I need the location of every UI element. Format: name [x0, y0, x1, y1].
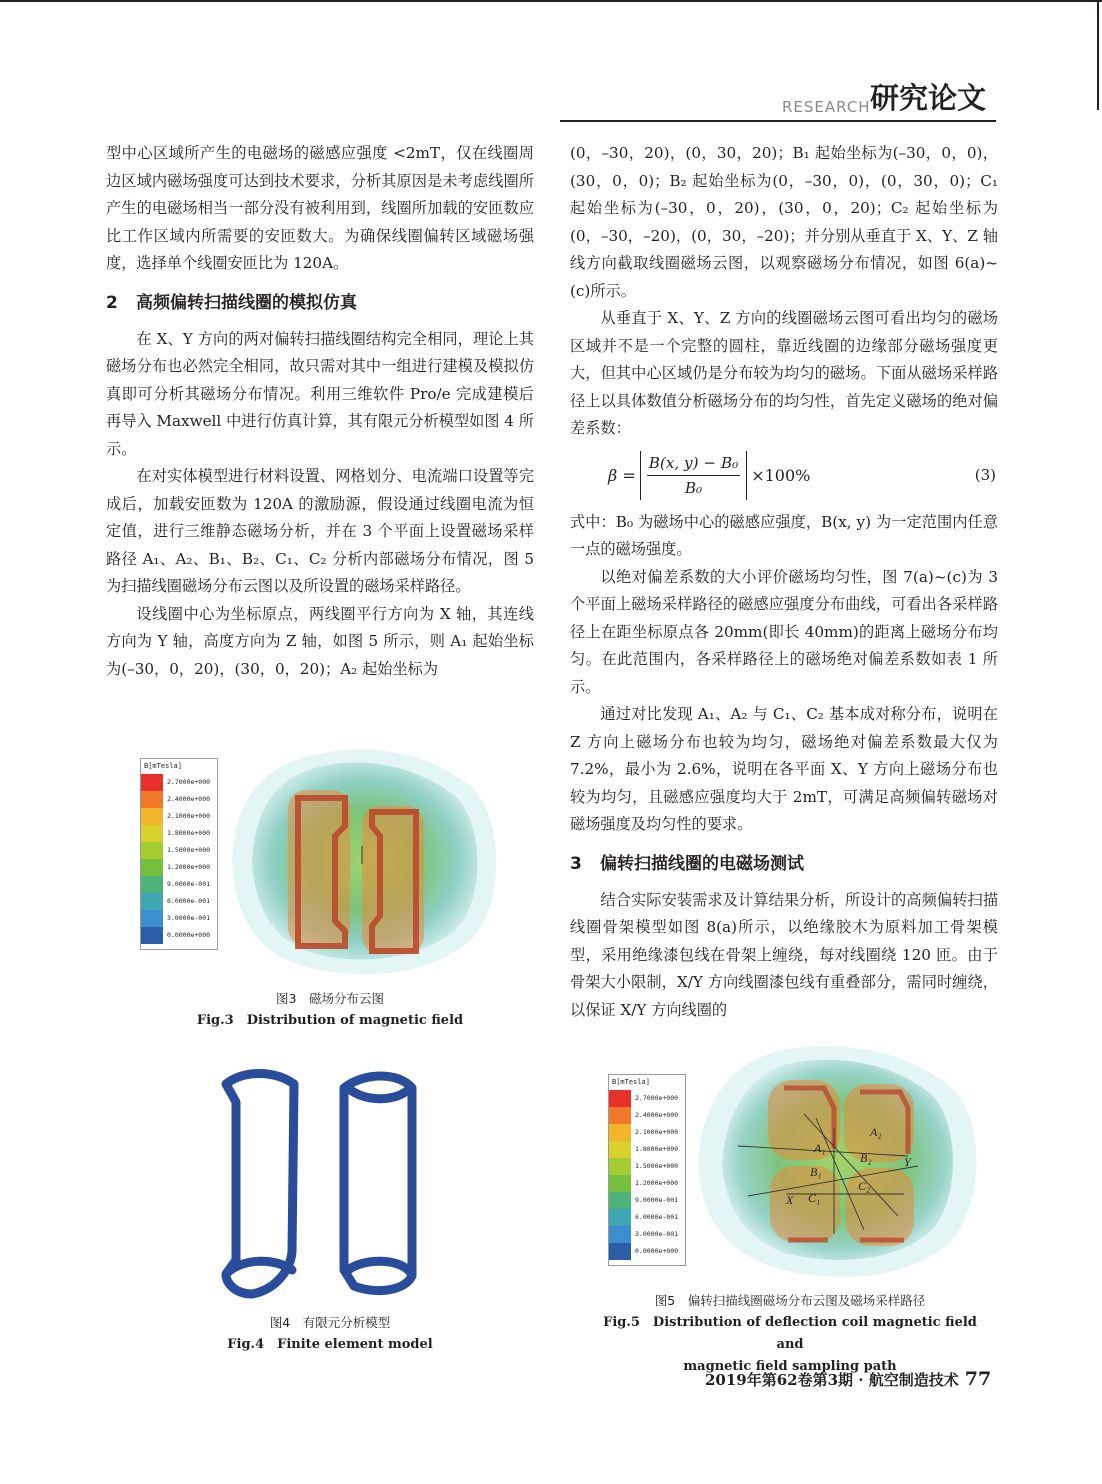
left-column: [106, 140, 534, 683]
legend-value: 2.1000e+000: [167, 812, 211, 820]
equation-3: [570, 447, 998, 505]
legend-row: [609, 1226, 685, 1243]
legend-value: 3.0000e-001: [635, 1230, 679, 1238]
caption-zh: 图3 磁场分布云图: [276, 991, 384, 1006]
legend-row: [609, 1175, 685, 1192]
legend-title: B[mTesla]: [612, 1078, 650, 1086]
legend-swatch: [141, 859, 163, 876]
legend-title: B[mTesla]: [144, 762, 182, 770]
equation-abs-fraction: [640, 451, 747, 500]
legend-row: [141, 842, 217, 859]
legend-swatch: [141, 825, 163, 842]
label-Y: Y: [904, 1155, 911, 1169]
legend-value: 6.0000e-001: [167, 897, 211, 905]
legend-row: [141, 893, 217, 910]
legend-value: 2.4000e+000: [167, 795, 211, 803]
paragraph: 型中心区域所产生的电磁场的磁感应强度 <2mT，仅在线圈周边区域内磁场强度可达到技术要求，分析其原因是未考虑线圈所产生的电磁场相当一部分没有被利用到，线圈所加载的安匝数应比工作区域内所需要的安匝数大。为确保线圈偏转区域磁场强度，选择单个线圈安匝比为 120A。: [106, 144, 534, 272]
caption-en: Fig.4 Finite element model: [227, 1337, 433, 1352]
legend-row: [609, 1107, 685, 1124]
legend-swatch: [141, 927, 163, 944]
paragraph: 通过对比发现 A₁、A₂ 与 C₁、C₂ 基本成对称分布，说明在 Z 方向上磁场分布也较为均匀，磁场绝对偏差系数最大仅为 7.2%，最小为 2.6%，说明在各平面 X、Y 方向上磁场分布也较为均匀，且磁感应强度均大于 2mT，可满足高频偏转磁场对磁场强度及均匀性的要求。: [570, 705, 998, 833]
section-number: 2: [106, 292, 118, 313]
caption-zh: 图4 有限元分析模型: [269, 1315, 391, 1330]
label-B1: B₁: [810, 1165, 822, 1179]
research-label: RESEARCH: [782, 98, 871, 116]
field-legend: [608, 1074, 686, 1266]
legend-swatch: [141, 842, 163, 859]
equation-tail: ×100%: [751, 465, 811, 485]
legend-value: 0.0000e+000: [167, 931, 211, 939]
journal-info: 2019年第62卷第3期 · 航空制造技术: [705, 1371, 959, 1389]
figure-5-caption: [600, 1290, 980, 1378]
figure-3-caption: [180, 988, 480, 1032]
section-title: 研究论文: [870, 81, 987, 115]
coil-model-drawing: [214, 1062, 424, 1302]
legend-row: [609, 1124, 685, 1141]
legend-value: 6.0000e-001: [635, 1213, 679, 1221]
legend-swatch: [609, 1158, 631, 1175]
label-A1: A₁: [814, 1141, 826, 1155]
equation-numerator: B(x, y) − B₀: [647, 451, 740, 476]
paragraph: 设线圈中心为坐标原点，两线圈平行方向为 X 轴，其连线方向为 Y 轴，高度方向为 Z 轴，如图 5 所示，则 A₁ 起始坐标为(–30，0，20)，(30，0，20)；A₂ 起始坐标为: [106, 604, 534, 678]
paragraph: 在对实体模型进行材料设置、网格划分、电流端口设置等完成后，加载安匝数为 120A 的激励源，假设通过线圈电流为恒定值，进行三维静态磁场分析，并在 3 个平面上设置磁场采样路径 A₁、A₂、B₁、B₂、C₁、C₂ 分析内部磁场分布情况，图 5 为扫描线圈磁场分布云图以及所设置的磁场采样路径。: [106, 467, 534, 595]
legend-value: 2.7000e+000: [635, 1094, 679, 1102]
legend-value: 2.7000e+000: [167, 778, 211, 786]
legend-value: 0.0000e+000: [635, 1247, 679, 1255]
equation-denominator: B₀: [684, 479, 703, 497]
caption-zh: 图5 偏转扫描线圈磁场分布云图及磁场采样路径: [654, 1293, 926, 1308]
legend-row: [141, 825, 217, 842]
legend-value: 1.8000e+000: [167, 829, 211, 837]
paragraph: 结合实际安装需求及计算结果分析，所设计的高频偏转扫描线圈骨架模型如图 8(a)所示，以绝缘胶木为原料加工骨架模型，采用绝缘漆包线在骨架上缠绕，每对线圈绕 120 匝。由于骨架大小限制，X/Y 方向线圈漆包线有重叠部分，需同时缠绕，以保证 X/Y 方向线圈的: [570, 890, 998, 1019]
legend-swatch: [141, 791, 163, 808]
legend-value: 9.0000e-001: [167, 880, 211, 888]
legend-swatch: [141, 910, 163, 927]
figure-4: [214, 1062, 424, 1302]
legend-row: [141, 774, 217, 791]
legend-swatch: [141, 808, 163, 825]
legend-swatch: [141, 774, 163, 791]
legend-row: [609, 1158, 685, 1175]
legend-swatch: [141, 893, 163, 910]
page-number: 77: [964, 1368, 992, 1390]
equation-lhs: β =: [608, 465, 636, 485]
legend-row: [609, 1243, 685, 1260]
legend-swatch: [141, 876, 163, 893]
legend-value: 1.5000e+000: [635, 1162, 679, 1170]
equation-number: (3): [974, 465, 996, 484]
paragraph: 以绝对偏差系数的大小评价磁场均匀性，图 7(a)~(c)为 3 个平面上磁场采样路径的磁感应强度分布曲线，可看出各采样路径上在距坐标原点各 20mm(即长 40mm)的距离上磁场分布均匀。在此范围内，各采样路径上的磁场绝对偏差系数如表 1 所示。: [570, 567, 998, 696]
legend-row: [141, 808, 217, 825]
legend-row: [141, 876, 217, 893]
caption-en: magnetic field sampling path: [683, 1359, 897, 1374]
field-legend: [140, 758, 218, 950]
label-C1: C₁: [808, 1191, 821, 1205]
legend-row: [141, 927, 217, 944]
legend-row: [141, 910, 217, 927]
legend-row: [609, 1192, 685, 1209]
legend-row: [609, 1209, 685, 1226]
legend-row: [141, 791, 217, 808]
legend-value: 2.1000e+000: [635, 1128, 679, 1136]
page-footer: [705, 1368, 991, 1390]
section-heading-text: 偏转扫描线圈的电磁场测试: [600, 853, 804, 874]
legend-swatch: [609, 1209, 631, 1226]
legend-value: 1.2000e+000: [635, 1179, 679, 1187]
label-C2: C₂: [858, 1179, 871, 1193]
legend-row: [609, 1141, 685, 1158]
legend-value: 1.5000e+000: [167, 846, 211, 854]
legend-swatch: [609, 1226, 631, 1243]
figure-5: [608, 1044, 984, 1282]
legend-row: [141, 859, 217, 876]
label-B2: B₂: [860, 1151, 872, 1165]
legend-value: 2.4000e+000: [635, 1111, 679, 1119]
paragraph: 在 X、Y 方向的两对偏转扫描线圈结构完全相同，理论上其磁场分布也必然完全相同，故只需对其中一组进行建模及模拟仿真即可分析其磁场分布情况。利用三维软件 Pro/e 完成建模后再导入 Maxwell 中进行仿真计算，其有限元分析模型如图 4 所示。: [106, 329, 534, 458]
legend-rows: [141, 774, 217, 944]
paragraph: 式中：B₀ 为磁场中心的磁感应强度，B(x, y) 为一定范围内任意一点的磁场强度。: [570, 512, 998, 558]
right-border: [1097, 0, 1099, 110]
legend-swatch: [609, 1141, 631, 1158]
legend-value: 1.8000e+000: [635, 1145, 679, 1153]
legend-swatch: [609, 1243, 631, 1260]
label-X: X: [786, 1193, 794, 1207]
caption-en: Fig.5 Distribution of deflection coil magnetic field and: [603, 1315, 977, 1352]
legend-swatch: [609, 1192, 631, 1209]
legend-value: 1.2000e+000: [167, 863, 211, 871]
legend-value: 3.0000e-001: [167, 914, 211, 922]
legend-row: [609, 1090, 685, 1107]
legend-rows: [609, 1090, 685, 1260]
section-heading-text: 高频偏转扫描线圈的模拟仿真: [136, 292, 357, 313]
legend-value: 9.0000e-001: [635, 1196, 679, 1204]
right-column: [570, 140, 998, 1024]
legend-swatch: [609, 1090, 631, 1107]
label-A2: A₂: [870, 1125, 882, 1139]
header-rule: [560, 120, 996, 122]
section-heading-2: [106, 289, 534, 317]
top-border: [0, 0, 1102, 2]
paragraph: 从垂直于 X、Y、Z 方向的线圈磁场云图可看出均匀的磁场区域并不是一个完整的圆柱，靠近线圈的边缘部分磁场强度更大，但其中心区域仍是分布较为均匀的磁场。下面从磁场采样路径上以具体数值分析磁场分布的均匀性，首先定义磁场的绝对偏差系数：: [570, 309, 998, 437]
section-number: 3: [570, 853, 582, 874]
paragraph: (0，–30，20)，(0，30，20)；B₁ 起始坐标为(–30，0，0)，(30，0，0)；B₂ 起始坐标为(0，–30，0)，(0，30，0)；C₁ 起始坐标为(–30，0，20)，(30，0，20)；C₂ 起始坐标为(0，–30，–20)，(0，30，–20)；并分别从垂直于 X、Y、Z 轴线方向截取线圈磁场云图，以观察磁场分布情况，如图 6(a)~(c)所示。: [570, 144, 998, 300]
section-heading-3: [570, 850, 998, 878]
legend-swatch: [609, 1107, 631, 1124]
figure-4-caption: [180, 1312, 480, 1356]
legend-swatch: [609, 1124, 631, 1141]
figure-3: [140, 746, 520, 978]
legend-swatch: [609, 1175, 631, 1192]
caption-en: Fig.3 Distribution of magnetic field: [196, 1013, 464, 1028]
